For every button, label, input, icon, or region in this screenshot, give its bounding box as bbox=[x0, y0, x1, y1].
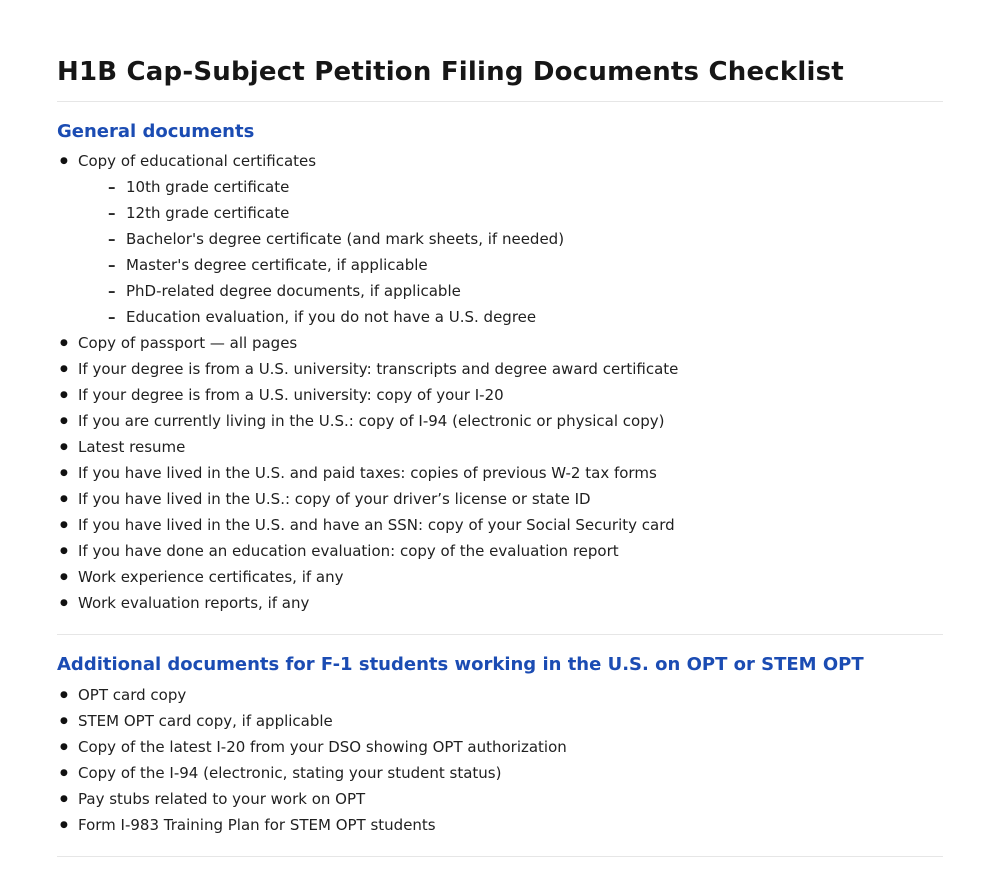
sub-checklist-item bbox=[99, 203, 943, 223]
bullet-icon: ● bbox=[60, 598, 68, 609]
item-text: If your degree is from a U.S. university: transcripts and degree award certificate bbox=[78, 360, 679, 379]
item-text: STEM OPT card copy, if applicable bbox=[78, 712, 333, 731]
item-text: 12th grade certificate bbox=[126, 204, 290, 223]
bullet-icon: ● bbox=[60, 468, 68, 479]
item-text: Bachelor's degree certificate (and mark sheets, if needed) bbox=[126, 230, 565, 249]
dash-icon: – bbox=[108, 282, 116, 301]
dash-icon: – bbox=[108, 256, 116, 275]
item-text: If you have lived in the U.S. and paid taxes: copies of previous W-2 tax forms bbox=[78, 464, 657, 483]
checklist-item bbox=[57, 489, 943, 509]
checklist-item bbox=[57, 593, 943, 613]
checklist-item bbox=[57, 463, 943, 483]
item-text: PhD-related degree documents, if applicable bbox=[126, 282, 461, 301]
dash-icon: – bbox=[108, 308, 116, 327]
checklist bbox=[57, 685, 943, 835]
item-text: Copy of educational certificates bbox=[78, 152, 317, 171]
bullet-icon: ● bbox=[60, 820, 68, 831]
item-text: Latest resume bbox=[78, 438, 186, 457]
section-divider bbox=[57, 634, 943, 635]
bullet-icon: ● bbox=[60, 442, 68, 453]
item-text: Copy of the latest I-20 from your DSO showing OPT authorization bbox=[78, 738, 567, 757]
bullet-icon: ● bbox=[60, 742, 68, 753]
sub-checklist-item bbox=[99, 255, 943, 275]
bullet-icon: ● bbox=[60, 572, 68, 583]
checklist-item bbox=[57, 763, 943, 783]
bullet-icon: ● bbox=[60, 690, 68, 701]
checklist-item bbox=[57, 541, 943, 561]
item-text: Work evaluation reports, if any bbox=[78, 594, 310, 613]
bullet-icon: ● bbox=[60, 546, 68, 557]
bullet-icon: ● bbox=[60, 768, 68, 779]
item-text: Education evaluation, if you do not have a U.S. degree bbox=[126, 308, 537, 327]
title-divider bbox=[57, 101, 943, 102]
item-text: Copy of passport — all pages bbox=[78, 334, 298, 353]
bullet-icon: ● bbox=[60, 494, 68, 505]
bullet-icon: ● bbox=[60, 364, 68, 375]
item-text: If your degree is from a U.S. university: copy of your I-20 bbox=[78, 386, 504, 405]
sub-checklist-item bbox=[99, 281, 943, 301]
bullet-icon: ● bbox=[60, 794, 68, 805]
page-title: H1B Cap-Subject Petition Filing Documents Checklist bbox=[57, 57, 844, 87]
checklist-item bbox=[57, 789, 943, 809]
bullet-icon: ● bbox=[60, 520, 68, 531]
checklist-item bbox=[57, 359, 943, 379]
checklist-item bbox=[57, 151, 943, 327]
bottom-divider bbox=[57, 856, 943, 857]
bullet-icon: ● bbox=[60, 338, 68, 349]
item-text: Work experience certificates, if any bbox=[78, 568, 344, 587]
item-text: Copy of the I-94 (electronic, stating your student status) bbox=[78, 764, 502, 783]
checklist-item bbox=[57, 815, 943, 835]
checklist bbox=[57, 151, 943, 613]
bullet-icon: ● bbox=[60, 156, 68, 167]
section-heading: General documents bbox=[57, 120, 255, 142]
checklist-item bbox=[57, 333, 943, 353]
section-opt-documents bbox=[57, 654, 943, 835]
checklist-item bbox=[57, 685, 943, 705]
dash-icon: – bbox=[108, 204, 116, 223]
dash-icon: – bbox=[108, 230, 116, 249]
checklist-item bbox=[57, 411, 943, 431]
sub-checklist-item bbox=[99, 229, 943, 249]
sub-checklist-item bbox=[99, 307, 943, 327]
checklist-item bbox=[57, 515, 943, 535]
item-text: OPT card copy bbox=[78, 686, 187, 705]
item-text: Form I-983 Training Plan for STEM OPT students bbox=[78, 816, 436, 835]
item-text: If you have done an education evaluation: copy of the evaluation report bbox=[78, 542, 619, 561]
section-general-documents bbox=[57, 121, 943, 614]
bullet-icon: ● bbox=[60, 390, 68, 401]
checklist-item bbox=[57, 437, 943, 457]
item-text: Master's degree certificate, if applicable bbox=[126, 256, 428, 275]
item-text: Pay stubs related to your work on OPT bbox=[78, 790, 366, 809]
sub-checklist-item bbox=[99, 177, 943, 197]
item-text: If you have lived in the U.S.: copy of your driver’s license or state ID bbox=[78, 490, 591, 509]
bullet-icon: ● bbox=[60, 416, 68, 427]
item-text: If you have lived in the U.S. and have an SSN: copy of your Social Security card bbox=[78, 516, 675, 535]
checklist-item bbox=[57, 567, 943, 587]
item-text: If you are currently living in the U.S.: copy of I-94 (electronic or physical copy) bbox=[78, 412, 665, 431]
bullet-icon: ● bbox=[60, 716, 68, 727]
checklist-item bbox=[57, 711, 943, 731]
section-heading: Additional documents for F-1 students working in the U.S. on OPT or STEM OPT bbox=[57, 654, 864, 676]
checklist-item bbox=[57, 737, 943, 757]
checklist-item bbox=[57, 385, 943, 405]
item-text: 10th grade certificate bbox=[126, 178, 290, 197]
sub-checklist bbox=[99, 177, 943, 327]
dash-icon: – bbox=[108, 178, 116, 197]
